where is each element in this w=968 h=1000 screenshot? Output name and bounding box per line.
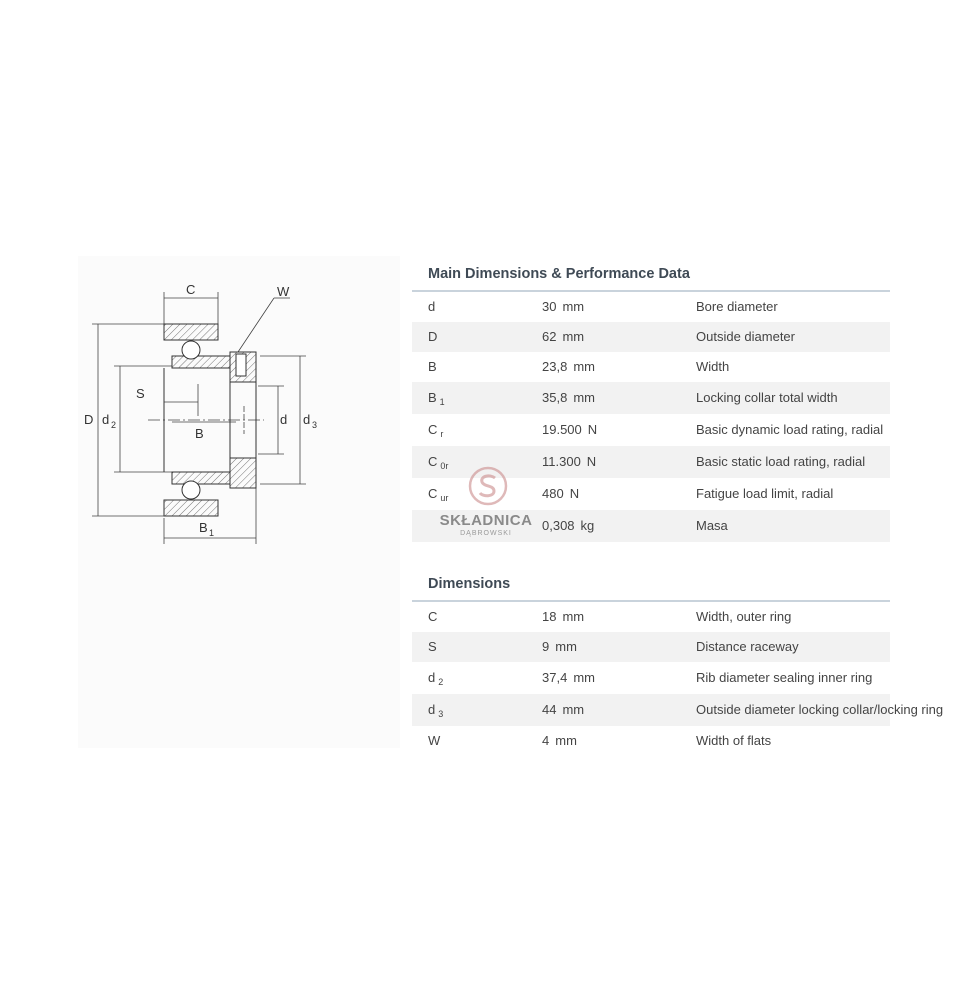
- main-section-title: Main Dimensions & Performance Data: [412, 256, 890, 292]
- row-description: Width of flats: [696, 733, 772, 748]
- label-c: C: [186, 282, 196, 297]
- row-symbol: C: [428, 609, 438, 624]
- bearing-drawing: [78, 256, 400, 748]
- watermark-name: SKŁADNICA: [439, 512, 533, 529]
- dimensions-section-title: Dimensions: [412, 566, 890, 602]
- table-row: [412, 726, 890, 756]
- row-value: 480 N: [542, 486, 580, 501]
- bearing-cross-section: [78, 256, 400, 748]
- row-description: Basic static load rating, radial: [696, 454, 866, 469]
- label-b1: B: [199, 520, 208, 535]
- table-row: [412, 414, 890, 446]
- table-row: [412, 382, 890, 414]
- row-symbol: d: [428, 299, 436, 314]
- label-d3-sub: 3: [312, 420, 318, 430]
- row-symbol: B: [428, 359, 437, 374]
- table-row: [412, 694, 944, 726]
- row-value: 37,4 mm: [542, 670, 595, 685]
- table-row: [412, 602, 890, 632]
- row-value: 30 mm: [542, 299, 585, 314]
- row-value: 23,8 mm: [542, 359, 595, 374]
- row-symbol: d $_3$: [428, 702, 444, 719]
- row-symbol: C $_r$: [428, 422, 444, 439]
- table-row: [412, 662, 890, 694]
- label-d2: d: [102, 412, 110, 427]
- row-description: Fatigue load limit, radial: [696, 486, 834, 501]
- row-value: 4 mm: [542, 733, 577, 748]
- row-value: 44 mm: [542, 702, 585, 717]
- row-symbol: W: [428, 733, 441, 748]
- row-value: 18 mm: [542, 609, 585, 624]
- row-description: Outside diameter locking collar/locking ring: [696, 702, 944, 717]
- label-d3: d: [303, 412, 311, 427]
- table-row: [412, 352, 890, 382]
- row-description: Outside diameter: [696, 329, 795, 344]
- table-row: [412, 322, 890, 352]
- label-d2-sub: 2: [111, 420, 117, 430]
- watermark-sub: DĄBROWSKI: [460, 530, 512, 537]
- label-b1-sub: 1: [209, 528, 215, 538]
- label-s: S: [136, 386, 145, 401]
- row-description: Locking collar total width: [696, 390, 838, 405]
- row-symbol: S: [428, 639, 437, 654]
- row-value: 35,8 mm: [542, 390, 595, 405]
- watermark-logo: [428, 466, 544, 546]
- label-bore: d: [280, 412, 288, 427]
- row-value: 11.300 N: [542, 454, 597, 469]
- label-w: W: [277, 284, 290, 299]
- label-b: B: [195, 426, 204, 441]
- row-description: Basic dynamic load rating, radial: [696, 422, 884, 437]
- row-value: 9 mm: [542, 639, 577, 654]
- row-symbol: C $_{ur}$: [428, 486, 449, 503]
- row-description: Width, outer ring: [696, 609, 792, 624]
- row-value: 0,308 kg: [542, 518, 595, 533]
- label-outer-diameter: D: [84, 412, 94, 427]
- row-description: Masa: [696, 518, 728, 533]
- row-description: Bore diameter: [696, 299, 778, 314]
- row-symbol: C $_{0r}$: [428, 454, 449, 471]
- row-description: Distance raceway: [696, 639, 799, 654]
- row-value: 62 mm: [542, 329, 585, 344]
- row-symbol: d $_2$: [428, 670, 444, 687]
- row-value: 19.500 N: [542, 422, 598, 437]
- row-description: Width: [696, 359, 730, 374]
- logo-icon: [468, 466, 508, 506]
- table-row: [412, 632, 890, 662]
- row-symbol: D: [428, 329, 438, 344]
- row-symbol: B $_1$: [428, 390, 445, 407]
- row-description: Rib diameter sealing inner ring: [696, 670, 873, 685]
- table-row: [412, 292, 890, 322]
